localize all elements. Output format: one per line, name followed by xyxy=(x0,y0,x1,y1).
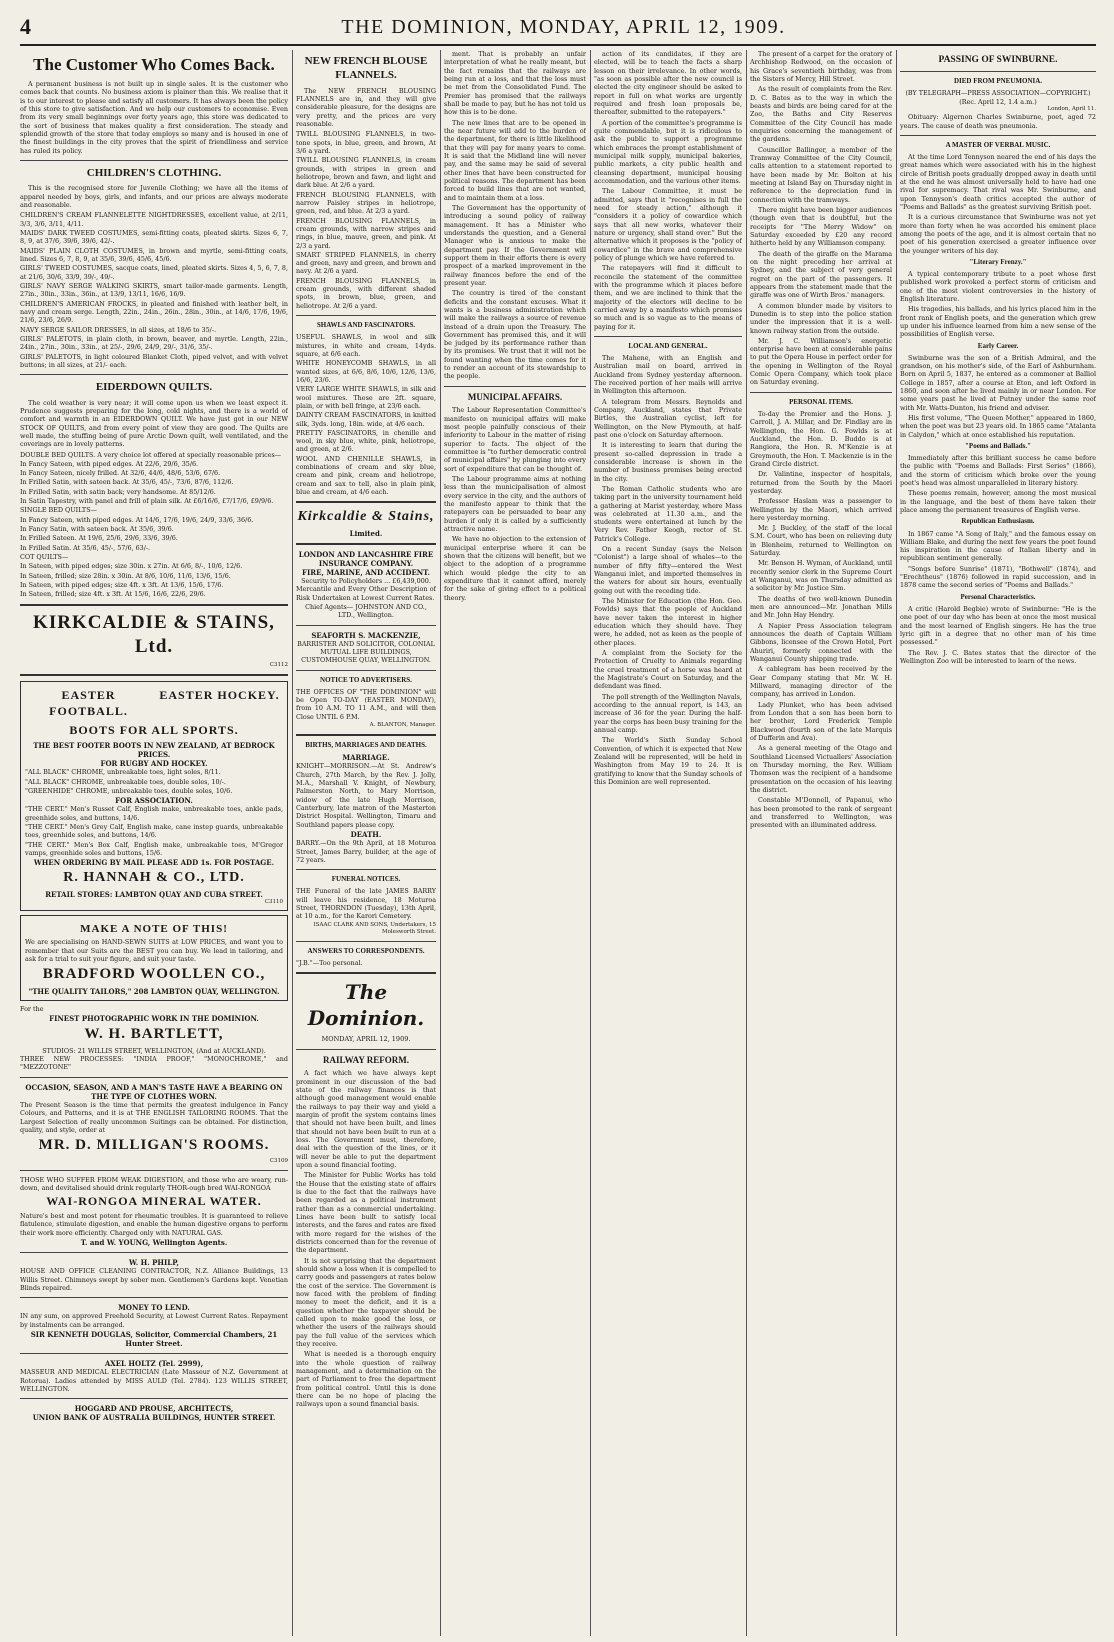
holtz-body: MASSEUR AND MEDICAL ELECTRICIAN (Late Masseur of N.Z. Government at Rotorua). Ladies attended by MISS AULD (Tel. 2784). 123 WILLIS STREET, WELLINGTON. xyxy=(20,1368,288,1393)
column-rule xyxy=(440,50,441,1636)
news-item: There might have been bigger audiences (though even that is doubtful, but the receipts for "The Merry Widow" on Saturday exceeded by £20 any record hitherto held by any Williamson company. xyxy=(750,205,892,248)
news-item: The present of a carpet for the oratory of Archbishop Redwood, on the occasion of his Grace's seventieth birthday, was from the Sisters of Mercy, Hill Street. xyxy=(750,50,892,83)
list-item: In Sateen, frilled; size 28in. x 30in. At 8/6, 10/6, 11/6, 13/6, 15/6. xyxy=(20,571,231,580)
wairongoa-name: WAI-RONGOA MINERAL WATER. xyxy=(46,1194,262,1209)
news-item: As a general meeting of the Otago and Southland Licensed Victuallers' Association on Thursday morning, the Rev. William Thomson was the recipient of a handsome presentation on the occasion of his leaving the district. xyxy=(750,744,892,794)
kirkcaldie-signature: Kirkcaldie & Stains, xyxy=(297,509,435,525)
kirkcaldie-banner: KIRKCALDIE & STAINS, Ltd. xyxy=(33,611,275,658)
article-paragraph: The Government has the opportunity of introducing a sound policy of railway management. It has a Minister who understands the question, and a General Manager who is anxious to make the department pay. If the Government will support them in their efforts there is every prospect of a marked improvement in the railway finances before the end of the present year. xyxy=(444,203,586,287)
mail-note: WHEN ORDERING BY MAIL PLEASE ADD 1s. FOR POSTAGE. xyxy=(33,858,275,868)
wairongoa-pre: THOSE WHO SUFFER FROM WEAK DIGESTION, and those who are weary, run-down, and devitalised should drink regularly THOR-ough bred WAI-RONGOA xyxy=(20,1175,288,1193)
news-item: The World's Sixth Sunday School Convention, of which it is expected that New Zealand will be represented, will be held in Washington from May 19 to 24. It is gratifying to know that the Sunday schools of this Dominion are well represented. xyxy=(594,736,742,786)
column-local-news xyxy=(594,50,742,1636)
column-advertisements-mid xyxy=(296,50,436,1636)
article-paragraph: The country is tired of the constant deficits and the constant excuses. What it wants is a business administration which will make the railways a source of revenue instead of a drain upon the Treasury. The Government has promised this, and it will be judged by its performance rather than by its promises. We trust that it will not be found wanting when the time comes for it to render an account of its stewardship to the people. xyxy=(444,289,586,381)
list-item: FRENCH BLOUSING FLANNELS, in cream grounds, with different shaded spots, in brown, blue, green, and heliotrope. At 2/6 a yard. xyxy=(296,276,436,310)
marriage-notice: KNIGHT—MORRISON.—At St. Andrew's Church, 27th March, by the Rev. J. Jolly, M.A., Marshall V. Knight, of Newbury, Palmerston North, to Mary Morrison, widow of the late Hugh Morrison, Canterbury, late matron of the Masterton District Hospital. Wellington, Timaru and Southland papers please copy. xyxy=(296,762,436,829)
news-item: A common blunder made by visitors to Dunedin is to step into the police station under the impression that it is a well-known railway station from the outside. xyxy=(750,301,892,335)
milligan-body: The Present Season is the time that permits the greatest indulgence in Fancy Colours, and Patterns, and it is at THE ENGLISH TAILORING ROOMS. That the Largest Selection of really uncommon Suitings can be obtained. For distinction, quality, and style, order at xyxy=(20,1100,288,1134)
news-item: Dr. Valintine, inspector of hospitals, returned from the South by the Maori yesterday. xyxy=(750,470,892,495)
milligan-head: OCCASION, SEASON, AND A MAN'S TASTE HAVE A BEARING ON THE TYPE OF CLOTHES WORN. xyxy=(25,1082,283,1101)
funeral-signature: ISAAC CLARK AND SONS, Undertakers, 15 Molesworth Street. xyxy=(313,921,436,935)
bradford-head: MAKE A NOTE OF THIS! xyxy=(80,922,228,935)
article-paragraph: A critic (Harold Begbie) wrote of Swinburne: "He is the one poet of our day who has been at once the most musical and the most learned of English singers. He has the true lyric gift in a degree that no other man of his time possessed." xyxy=(900,604,1096,647)
list-item: TWILL BLOUSING FLANNELS, in cream grounds, with stripes in green and heliotrope, brown and fawn, and light and dark blue. At 2/6 a yard. xyxy=(296,156,436,190)
news-item: The death of the giraffe on the Marama on the night preceding her arrival at Sydney, and the subject of very general regret on the part of the passengers. It appears from the statement made that the giraffe was one of Wirth Bros.' managers. xyxy=(750,249,892,300)
eiderdown-title: EIDERDOWN QUILTS. xyxy=(95,381,213,394)
news-item: Mr. Benson H. Wyman, of Auckland, until recently senior clerk in the Supreme Court at Wanganui, was on Thursday admitted as a solicitor by Mr. Justice Sim. xyxy=(750,559,892,593)
column-general-news xyxy=(750,50,892,1636)
page-number: 4 xyxy=(20,14,31,39)
list-item: DAINTY CREAM FASCINATORS, in knitted silk, 3yds. long, 18in. wide, at 4/6 each. xyxy=(296,411,436,428)
article-paragraph: What is needed is a thorough enquiry into the whole question of railway management, and a determination on the part of Parliament to free the department from political control. Until this is done there can be no hope of placing the railways upon a sound financial basis. xyxy=(296,1350,436,1409)
easter-football: EASTER FOOTBALL. xyxy=(49,688,128,718)
money-name: SIR KENNETH DOUGLAS, Solicitor, Commercial Chambers, 21 Hunter Street. xyxy=(30,1329,278,1349)
section-heading: Personal Characteristics. xyxy=(960,592,1036,601)
article-paragraph: ment. That is probably an unfair interpretation of what he really meant, but the fact remains that the railways are being run at a loss, and that the loss must be met from the Consolidated Fund. The Premier has promised that the railways shall be made to pay, but he has not told us how this is to be done. xyxy=(444,50,586,117)
death-notice: BARRY.—On the 9th April, at 18 Moturoa Street, James Barry, builder, at the age of 72 years. xyxy=(296,839,436,864)
article-paragraph: Swinburne was the son of a British Admiral, and the grandson, on his mother's side, of the Earl of Ashburnham. Born on April 5, 1837, he entered as a commoner at Balliol College in 1857, after a course at Eton, and left Oxford in 1860, and soon after he lived mainly in or near London. For some years past he lived at Putney under the same roof with Mr. Watts-Dunton, his friend and adviser. xyxy=(900,353,1096,412)
childrens-list xyxy=(20,211,288,369)
london-security: Security to Policyholders ... £6,439,000. xyxy=(301,577,431,586)
news-item: Constable M'Donnell, of Papanui, who has been promoted to the rank of sergeant and transferred to Wellington, was presented with an illuminated address. xyxy=(750,796,892,830)
article-paragraph: The Labour programme aims at nothing less than the municipalisation of almost every service in the city, and the authors of the manifesto appear to think that the ratepayers can be persuaded to bear any burden if only it is called by a sufficiently attractive name. xyxy=(444,475,586,534)
philp-name: W. H. PHILP, xyxy=(128,1258,179,1268)
list-item: WOOL AND CHENILLE SHAWLS, in combinations of cream and sky blue, cream and pink, cream and heliotrope, cream and sax to tell, also in plain pink, blue and cream, at 4/6 each. xyxy=(296,454,436,497)
list-item: "THE CERT." Men's Russet Calf, English make, unbreakable toes, ankle pads, greenhide soles, and buttons, 14/6. xyxy=(25,805,283,822)
list-item: In Frilled Satin. At 35/6, 45/-, 57/6, 63/-. xyxy=(20,543,151,552)
mackenzie-body: BARRISTER AND SOLICITOR, COLONIAL MUTUAL LIFE BUILDINGS, CUSTOMHOUSE QUAY, WELLINGTON. xyxy=(297,639,435,665)
list-item: TWILL BLOUSING FLANNELS, in two-tone spots, in blue, green, and brown, At 3/6 a yard. xyxy=(296,130,436,155)
dominion-date: MONDAY, APRIL 12, 1909. xyxy=(321,1035,411,1044)
list-item: MAIDS' PLAIN CLOTH COSTUMES, in brown and myrtle, semi-fitting coats, lined. Sizes 6, 7, 8, 9, at 35/6, 39/6, 45/6, 45/6. xyxy=(20,246,288,263)
list-item: In Fancy Satin, with sateen back. At 35/6, 39/6. xyxy=(20,525,174,534)
london-line: FIRE, MARINE, AND ACCIDENT. xyxy=(302,567,430,577)
article-paragraph: Immediately after this brilliant success he came before the public with "Poems and Ballads: First Series" (1866), and the storm of criticism which broke over the young poet's head was almost unparalleled in literary history. xyxy=(900,454,1096,488)
ad-code: C3112 xyxy=(269,662,288,669)
masthead xyxy=(20,10,1096,46)
holtz-name: AXEL HOLTZ (Tel. 2999), xyxy=(104,1359,204,1369)
municipal-title: MUNICIPAL AFFAIRS. xyxy=(467,391,563,402)
article-paragraph: The ratepayers will find it difficult to reconcile the statement of the committee with the programme which it places before them, and we are inclined to think that the majority of the electors will decline to be carried away by a manifesto which promises so much and is so vague as to the means of paying for it. xyxy=(594,264,742,331)
article-paragraph: A fact which we have always kept prominent in our discussion of the bad state of the railway finances is that although good management would enable the railways to pay their way and yield a margin of profit the system contains lines that should not have been built, and lines that should not have been built to run at a loss. The Government must, therefore, deal with the question of the lines, or it will never be able to put the department upon a sound financial footing. xyxy=(296,1069,436,1170)
list-item: VERY LARGE WHITE SHAWLS, in silk and wool mixtures. These are 2ft. square, plain, or with bell fringe, at 23/6 each. xyxy=(296,385,436,410)
column-rule xyxy=(746,50,747,1636)
customer-body: A permanent business is not built up in single sales. It is the customer who comes back that counts. No business axiom is plainer than this. We realise that it is to our interest to please and satisfy all customers. It has always been the policy of this store to give satisfaction. And we help our customers to economise. Even from its very small beginnings over forty years ago, this store was dedicated to the sort of business that makes quality a first consideration. The steady and splendid growth of the store that today employs so many and is housed in one of the finest buildings in the city proves that the spirit of friendliness and service has ruled its policy. xyxy=(20,80,288,155)
list-item: In Fancy Sateen, nicely frilled. At 32/6, 44/6, 48/6, 53/6, 67/6. xyxy=(20,469,221,478)
money-body: IN any sum, on approved Freehold Security, at Lowest Current Rates. Repayment by instalments can be arranged. xyxy=(20,1312,288,1329)
hoggard-body: UNION BANK OF AUSTRALIA BUILDINGS, HUNTER STREET. xyxy=(32,1413,276,1423)
ad-code: C3110 xyxy=(264,898,283,905)
hannah-stores: RETAIL STORES: LAMBTON QUAY AND CUBA STREET. xyxy=(45,889,263,899)
hoggard-name: HOGGARD AND PROUSE, ARCHITECTS, xyxy=(74,1404,234,1414)
news-item: Professor Haslam was a passenger to Wellington by the Maori, which arrived here yesterday morning. xyxy=(750,497,892,522)
list-item: In Sateen, with piped edges; size 4ft. x 3ft. At 13/6, 15/6, 17/6. xyxy=(20,581,224,590)
section-heading: "Poems and Ballads." xyxy=(965,442,1031,451)
money-title: MONEY TO LEND. xyxy=(118,1303,190,1313)
column-advertisements-left xyxy=(20,50,288,1636)
bartlett-advert xyxy=(20,1005,288,1072)
article-paragraph: The new lines that are to be opened in the near future will add to the burden of the department, for there is little likelihood that they will pay for many years to come. It is said that the Midland line will never pay, and the same may be said of several other lines that have been constructed for political reasons. The department has been forced to build lines that are not wanted, and to maintain them at a loss. xyxy=(444,118,586,202)
article-paragraph: The Minister for Public Works has told the House that the existing state of affairs is due to the fact that the railways have been regarded as a political instrument rather than as a commercial undertaking. Lines have been built to satisfy local interests, and the fares and rates are fixed with more regard for the wishes of the districts concerned than for the revenue of the department. xyxy=(296,1171,436,1255)
list-item: GIRLS' PALETOTS, in light coloured Blanket Cloth, piped velvet, and with velvet buttons; in all sizes, at 21/- each. xyxy=(20,352,288,369)
notice-body: THE OFFICES OF "THE DOMINION" will be Open TO-DAY (EASTER MONDAY), from 10 A.M. TO 11 A.M., and will then Close UNTIL 6 P.M. xyxy=(296,687,436,721)
list-item: SMART STRIPED FLANNELS, in cherry and green, navy and green, and brown and navy. At 2/6 a yard. xyxy=(296,250,436,276)
article-paragraph: A portion of the committee's programme is quite commendable, but it is ridiculous to ask the public to support a programme which embraces the prompt establishment of municipal milk supply, municipal bakeries, public markets, a city public health and cleansing department, municipal housing accommodation, and the various other items. xyxy=(594,118,742,185)
column-swinburne xyxy=(900,50,1096,1636)
list-item: "THE CERT." Men's Box Calf, English make, unbreakable toes, M'Gregor vamps, greenhide soles and buttons, 15/6. xyxy=(25,840,283,858)
news-item: A Napier Press Association telegram announces the death of Captain William Gibbons, licensee of the Crown Hotel, Port Ahuriri, formerly connected with the Wanganui County shipping trade. xyxy=(750,621,892,664)
notice-title: NOTICE TO ADVERTISERS. xyxy=(320,675,412,684)
news-item: To-day the Premier and the Hons. J. Carroll, J. A. Millar, and Dr. Findlay are in Wellington, the Hon. G. Fowlds is at Auckland, the Hon. D. Buddo is at Rangiora, the Hon. R. M'Kenzie is at Greymouth, the Hon. T. Mackenzie is in the Grand Circle district. xyxy=(750,409,892,468)
list-item: In Frilled Satin, with sateen back. At 35/6, 45/-, 73/6, 87/6, 112/6. xyxy=(20,478,234,487)
article-paragraph: His tragedies, his ballads, and his lyrics placed him in the front rank of English poets, and the generation which grew up under his influence learned from him a new sense of the possibilities of English verse. xyxy=(900,305,1096,339)
list-item: GIRLS' PALETOTS, in plain cloth, in brown, beaver, and myrtle. Length, 22in., 24in., 27in., 30in., 33in., at 25/-, 29/6, 24/9, 29/-, 31/6, 35/-. xyxy=(20,334,288,352)
article-paragraph: We have no objection to the extension of municipal enterprise where it can be shown that the citizens will benefit, but we object to the adoption of a programme which would pledge the city to an expenditure that it cannot afford, merely for the sake of giving effect to a political theory. xyxy=(444,535,586,602)
list-item: In Frilled Sateen. At 19/6, 25/6, 29/6, 33/6, 39/6. xyxy=(20,534,178,543)
bartlett-line: FINEST PHOTOGRAPHIC WORK IN THE DOMINION. xyxy=(49,1014,259,1024)
list-item: SINGLE BED QUILTS— xyxy=(20,506,97,515)
list-item: DOUBLE BED QUILTS. A very choice lot offered at specially reasonable prices— xyxy=(20,450,282,459)
article-paragraph: At the time Lord Tennyson neared the end of his days the great names which were associated with his in the highest circle of British poets gradually dropped away in death until at the end he was almost universally held to have had one rival for supremacy. That rival was Mr. Swinburne, and upon Tennyson's death critics accepted the author of "Poems and Ballads" as the greatest surviving British poet. xyxy=(900,152,1096,211)
list-item: In Frilled Satin, with satin back; very handsome. At 85/12/6. xyxy=(20,487,216,496)
news-item: A cablegram has been received by the Gear Company stating that Mr. W. H. Millward, managing director of the company, has arrived in London. xyxy=(750,665,892,699)
funeral-title: FUNERAL NOTICES. xyxy=(331,875,401,884)
news-item: The poll strength of the Wellington Navals, according to the annual report, is 143, an increase of 36 for the year. During the half-year the corps has been busy training for the annual camp. xyxy=(594,692,742,735)
list-item: In Satin Tapestry, with panel and frill of plain silk. At £6/16/6, £7/17/6, £9/9/6. xyxy=(20,497,274,506)
section-heading: A MASTER OF VERBAL MUSIC. xyxy=(945,140,1051,149)
list-item: In Fancy Sateen, with piped edges. At 22/6, 29/6, 35/6. xyxy=(20,459,199,468)
bmd-title: BIRTHS, MARRIAGES AND DEATHS. xyxy=(305,741,427,750)
mackenzie-name: SEAFORTH S. MACKENZIE, xyxy=(311,630,421,640)
list-item: PRETTY FASCINATORS, in chenille and wool, in sky blue, white, pink, heliotrope, and green, at 2/6. xyxy=(296,428,436,454)
news-item: Mr. J. C. Williamson's energetic enterprise have been at considerable pains to put the Opera House in perfect order for the opening in Wellington of the Royal Comic Opera Company, which took place on Saturday evening. xyxy=(750,336,892,387)
wairongoa-body: Nature's best and most potent for rheumatic troubles. It is guaranteed to relieve flatulence, stimulate digestion, and enable the human digestive organs to perform their work more efficiently. Charged only with NATURAL GAS. xyxy=(20,1212,288,1237)
blouse-intro: The NEW FRENCH BLOUSING FLANNELS are in, and they will give considerable pleasure, for the designs are very pretty, and the prices are very reasonable. xyxy=(296,86,436,128)
list-item: GIRLS' NAVY SERGE WALKING SKIRTS, smart tailor-made garments. Length, 27in., 30in., 33in., 36in., at 13/9, 13/11, 16/6, 16/9. xyxy=(20,281,288,299)
list-item: In Sateen, frilled; size 4ft. x 3ft. At 15/6, 16/6, 22/6, 29/6. xyxy=(20,590,206,599)
section-heading: Early Career. xyxy=(977,341,1019,350)
article-paragraph: action of its candidates, if they are elected, will be to teach the facts a sharp lesson on their irrelevance. In other words, "as soon as possible after the new council is elected the city engineer should be asked to report in full on what works are urgently required and fresh loan proposals be, thereafter, submitted to the ratepayers." xyxy=(594,50,742,117)
article-paragraph: The Rev. J. C. Bates states that the director of the Wellington Zoo will be interested to learn of the news. xyxy=(900,648,1096,665)
news-item: It is interesting to learn that during the present so-called depression in trade a considerable increase is shown in the number of business premises being erected in the city. xyxy=(594,441,742,483)
news-item: Mr. J. Buckley, of the staff of the local S.M. Court, who has been on relieving duty in Blenheim, returned to Wellington on Saturday. xyxy=(750,524,892,558)
bradford-advert xyxy=(20,915,288,1001)
eiderdown-intro: The cold weather is very near; it will come upon us when we least expect it. Prudence suggests preparing for the long, cold nights, and there is a world of comfort and warmth in an EIDERDOWN QUILT. We have just got in our NEW STOCK OF QUILTS, and from every point of view they are good. The Quilts are well made, the stuffing being of pure Arctic Down quilt, well ventilated, and the coverings are in lovely patterns. xyxy=(20,398,288,449)
hannah-name: R. HANNAH & CO., LTD. xyxy=(63,870,245,886)
list-item: In Sateen, with piped edges; size 30in. x 27in. At 6/6, 8/-, 10/6, 12/6. xyxy=(20,562,243,571)
article-paragraph: A typical contemporary tribute to a poet whose first published work provoked a perfect storm of criticism and one of the most violent controversies in the history of English literature. xyxy=(900,270,1096,303)
boots-title: BOOTS FOR ALL SPORTS. xyxy=(69,723,239,738)
customer-title: The Customer Who Comes Back. xyxy=(33,55,275,74)
list-item: "ALL BLACK" CHROME, unbreakable toes, double soles, 10/-. xyxy=(25,777,226,786)
philp-body: HOUSE AND OFFICE CLEANING CONTRACTOR, N.Z. Alliance Buildings, 13 Willis Street. Chimneys swept by sober men. Gentlemen's Gardens kept. Venetian Blinds repaired. xyxy=(20,1267,288,1292)
news-item: The Minister for Education (the Hon. Geo. Fowlds) says that the people of Auckland have never taken the interest in higher education which they should have. They were, he added, not as keen as the people of other places. xyxy=(594,597,742,647)
column-editorial xyxy=(444,50,586,1636)
list-item: MAIDS' DARK TWEED COSTUMES, semi-fitting coats, pleated skirts. Sizes 6, 7, 8, 9, at 37/6, 39/6, 39/6, 42/-. xyxy=(20,228,288,246)
article-paragraph: "Songs before Sunrise" (1871), "Bothwell" (1874), and "Erechtheus" (1876) followed in rapid succession, and in 1878 came the second series of "Poems and Ballads." xyxy=(900,564,1096,590)
article-paragraph: It is a curious circumstance that Swinburne was not yet more than forty when he was accorded his eminent place among the poets of the age, and it is almost certain that no poet of his generation exercised a greater influence over the younger writers of his day. xyxy=(900,213,1096,255)
list-item: COT QUILTS— xyxy=(20,553,69,562)
news-item: On a recent Sunday (says the Nelson "Colonist") a large shoal of whales—to the number of fifty fifty—entered the West Wanganui inlet, and imported themselves in the waters for about six hours, eventually going out with the receding tide. xyxy=(594,545,742,595)
swinburne-dateline: London, April 11. xyxy=(1047,106,1096,113)
kirkcaldie-limited: Limited. xyxy=(349,528,383,538)
news-item: As the result of complaints from the Rev. D. C. Bates as to the way in which the beasts and birds are being cared for at the Zoo, the Baths and City Reserves Committee of the City Council has made enquiries concerning the management of the gardens. xyxy=(750,85,892,144)
section-heading: Republican Enthusiasm. xyxy=(961,517,1035,526)
local-title: LOCAL AND GENERAL. xyxy=(628,341,708,350)
dominion-nameplate: The Dominion. xyxy=(307,980,425,1031)
article-paragraph: The Labour Committee, it must be admitted, says that it "recognises in full the need for steady action," although it "considers it a policy of cowardice which says that all new works, whatever their nature or urgency, shall stand over." But the alternative which it proposes is the "policy of cowardice" in the brave and comprehensive policy of plunge which we have referred to. xyxy=(594,187,742,262)
answers-title: ANSWERS TO CORRESPONDENTS. xyxy=(307,946,425,955)
swinburne-byline: (BY TELEGRAPH—PRESS ASSOCIATION—COPYRIGHT.) xyxy=(905,89,1091,98)
news-item: The Mahene, with an English and Australian mail on board, arrived in Auckland from Sydney yesterday afternoon. The received portion of her mails will arrive in Wellington this afternoon. xyxy=(594,353,742,396)
bartlett-for: For the xyxy=(20,1004,44,1013)
newspaper-title: THE DOMINION, MONDAY, APRIL 12, 1909. xyxy=(341,16,786,38)
railway-title: RAILWAY REFORM. xyxy=(322,1054,409,1065)
article-paragraph: The Labour Representation Committee's manifesto on municipal affairs will make most people painfully conscious of their inferiority to Labour in the matter of rising superior to facts. The object of the committee is "to further democratic control of municipal affairs" by plunging into every sort of expenditure that can be thought of. xyxy=(444,406,586,473)
list-item: "ALL BLACK" CHROME, unbreakable toes, light soles, 8/11. xyxy=(25,768,221,777)
article-paragraph: In 1867 came "A Song of Italy," and the famous essay on William Blake, and during the next few years the poet found his inspiration in the cause of Italian liberty and in republican sentiment generally. xyxy=(900,529,1096,563)
easter-hockey: EASTER HOCKEY. xyxy=(159,688,280,703)
bartlett-studios: STUDIOS: 21 WILLIS STREET, WELLINGTON, (And at AUCKLAND). xyxy=(42,1046,266,1055)
swinburne-lead: Obituary: Algernon Charles Swinburne, poet, aged 72 years. The cause of death was pneumonia. xyxy=(900,113,1096,130)
news-item: A complaint from the Society for the Protection of Cruelty to Animals regarding the cruel treatment of a horse was heard at the Magistrate's Court on Saturday, and the defendant was fined. xyxy=(594,649,742,691)
personal-title: PERSONAL ITEMS. xyxy=(789,397,853,406)
article-paragraph: It is not surprising that the department should show a loss when it is compelled to carry goods and passengers at rates below the cost of the service. The Government is now faced with the problem of finding money to meet the deficit, and it is a question whether the taxpayer should be called upon to make good the loss, or whether the users of the railways should pay the full value of the services which they receive. xyxy=(296,1256,436,1348)
list-item: FRENCH BLOUSING FLANNELS, in cream grounds, with narrow stripes and rings, in blue, mauve, green, and pink. At 2/3 a yard. xyxy=(296,216,436,250)
list-item: CHILDREN'S AMERICAN FROCKS, in pleated and finished with leather belt, in navy and cream serge. Length, 22in., 24in., 26in., 28in., 30in., at 14/6, 17/6, 19/6, 21/6, 23/6, 26/9. xyxy=(20,299,288,325)
list-item: FRENCH BLOUSING FLANNELS, with narrow Paisley stripes in heliotrope, green, red, and blue. At 2/3 a yard. xyxy=(296,190,436,216)
article-paragraph: These poems remain, however, among the most musical in the language, and the best of them have taken their place among the permanent treasures of English verse. xyxy=(900,489,1096,515)
london-agents: Chief Agents— JOHNSTON AND CO., LTD., Wellington. xyxy=(305,603,427,620)
milligan-advert xyxy=(20,1083,288,1165)
marriage-heading: MARRIAGE. xyxy=(342,753,390,763)
section-heading: "Literary Frenzy." xyxy=(969,257,1027,266)
bradford-name: BRADFORD WOOLLEN CO., xyxy=(42,966,266,983)
bradford-address: "THE QUALITY TAILORS," 208 LAMBTON QUAY, WELLINGTON. xyxy=(28,986,280,996)
swinburne-subhead: DIED FROM PNEUMONIA. xyxy=(953,77,1043,86)
childrens-title: CHILDREN'S CLOTHING. xyxy=(86,167,222,180)
swinburne-title: PASSING OF SWINBURNE. xyxy=(938,55,1058,65)
shawls-title: SHAWLS AND FASCINATORS. xyxy=(316,321,416,330)
news-item: A telegram from Messrs. Reynolds and Company, Auckland, states that Private Birtles, the Australian cyclist, left for Wellington, on the New Plymouth, at half-past one o'clock on Saturday afternoon. xyxy=(594,397,742,439)
london-name: LONDON AND LANCASHIRE FIRE INSURANCE COMPANY. xyxy=(298,549,434,568)
news-item: Councillor Ballinger, a member of the Tramway Committee of the City Council, calls attention to a statement reported to have been made by Mr. Bolton at his meeting at Island Bay on Thursday night in reference to the depreciation fund in connection with the tramways. xyxy=(750,145,892,204)
list-item: WHITE HONEYCOMB SHAWLS, in all wanted sizes, at 6/6, 8/6, 10/6, 12/6, 13/6, 16/6, 23/6. xyxy=(296,359,436,384)
rugby-heading: FOR RUGBY AND HOCKEY. xyxy=(100,759,208,769)
list-item: "THE CERT." Men's Grey Calf, English make, cane instep guards, unbreakable toes, greenhide soles, and buttons, 14/6. xyxy=(25,823,283,840)
funeral-body: THE Funeral of the late JAMES BARRY will leave his residence, 18 Moturoa Street, THORNDON (Tuesday), 13th April, at 10 a.m., for the Karori Cemetery. xyxy=(296,887,436,921)
small-ads-block xyxy=(20,1176,288,1423)
london-body: Mercantile and Every Other Description of Risk Undertaken at Lowest Current Rates. xyxy=(296,585,436,602)
hannah-advert xyxy=(20,681,288,911)
death-heading: DEATH. xyxy=(350,830,382,840)
list-item: In Fancy Sateen, with piped edges. At 14/6, 17/6, 19/6, 24/9, 33/6, 36/6. xyxy=(20,515,254,524)
answers-body: "J.B."—Too personal. xyxy=(296,958,363,967)
bartlett-name: W. H. BARTLETT, xyxy=(84,1026,224,1043)
column-rule xyxy=(292,50,293,1636)
bradford-body: We are specialising on HAND-SEWN SUITS at LOW PRICES, and want you to remember that our Suits are the BEST you can buy. We lead in tailoring, and ask for a trial to suit your figure, and suit your taste. xyxy=(25,938,283,963)
association-heading: FOR ASSOCIATION. xyxy=(115,796,193,806)
news-item: Lady Plunket, who has been advised from London that a son has been born to her brother, Lord Frederick Temple Blackwood (fourth son of the late Marquis of Dufferin and Ava). xyxy=(750,700,892,743)
news-item: The Roman Catholic students who are taking part in the university tournament held a gathering at Marist yesterday, where Mass was celebrated at 11.30 a.m., and the students were entertained at lunch by the Very Rev. Father Keogh, rector of St. Patrick's College. xyxy=(594,484,742,543)
boots-sub: THE BEST FOOTER BOOTS IN NEW ZEALAND, AT BEDROCK PRICES. xyxy=(33,741,275,760)
childrens-intro: This is the recognised store for Juvenile Clothing; we have all the items of apparel needed by boys, girls, and infants, and our prices are always moderate and reasonable. xyxy=(20,184,288,209)
column-rule xyxy=(590,50,591,1636)
column-rule xyxy=(896,50,897,1636)
article-paragraph: His first volume, "The Queen Mother," appeared in 1860, when the poet was but 23 years old. In 1865 came "Atalanta in Calydon," which at once established his reputation. xyxy=(900,414,1096,439)
swinburne-received: (Rec. April 12, 1.4 a.m.) xyxy=(959,97,1037,106)
notice-signature: A. BLANTON, Manager. xyxy=(369,722,436,729)
list-item: CHILDREN'S CREAM FLANNELETTE NIGHTDRESSES, excellent value, at 2/11, 3/3, 3/6, 3/11, 4/11. xyxy=(20,211,288,228)
eiderdown-list xyxy=(20,451,288,599)
news-item: The deaths of two well-known Dunedin men are announced—Mr. Jonathan Mills and Mr. John Hay Hendry. xyxy=(750,594,892,620)
blouse-title: NEW FRENCH BLOUSE FLANNELS. xyxy=(304,55,428,82)
list-item: NAVY SERGE SAILOR DRESSES, in all sizes, at 18/6 to 35/-. xyxy=(20,325,217,334)
wairongoa-agent: T. and W. YOUNG, Wellington Agents. xyxy=(80,1238,228,1248)
ad-code: C3109 xyxy=(269,1157,288,1164)
list-item: "GREENHIDE" CHROME, unbreakable toes, double soles, 10/6. xyxy=(25,786,233,795)
bartlett-processes: THREE NEW PROCESSES: "INDIA PROOF," "MONOCHROME," and "MEZZOTONE" xyxy=(20,1055,288,1072)
list-item: USEFUL SHAWLS, in wool and silk mixtures, in white and cream, 14yds. square, at 6/6 each. xyxy=(296,333,436,358)
list-item: GIRLS' TWEED COSTUMES, sacque coats, lined, pleated skirts. Sizes 4, 5, 6, 7, 8, at 21/6, 30/6, 33/9, 39/-, 49/-. xyxy=(20,264,288,281)
milligan-name: MR. D. MILLIGAN'S ROOMS. xyxy=(38,1137,270,1154)
